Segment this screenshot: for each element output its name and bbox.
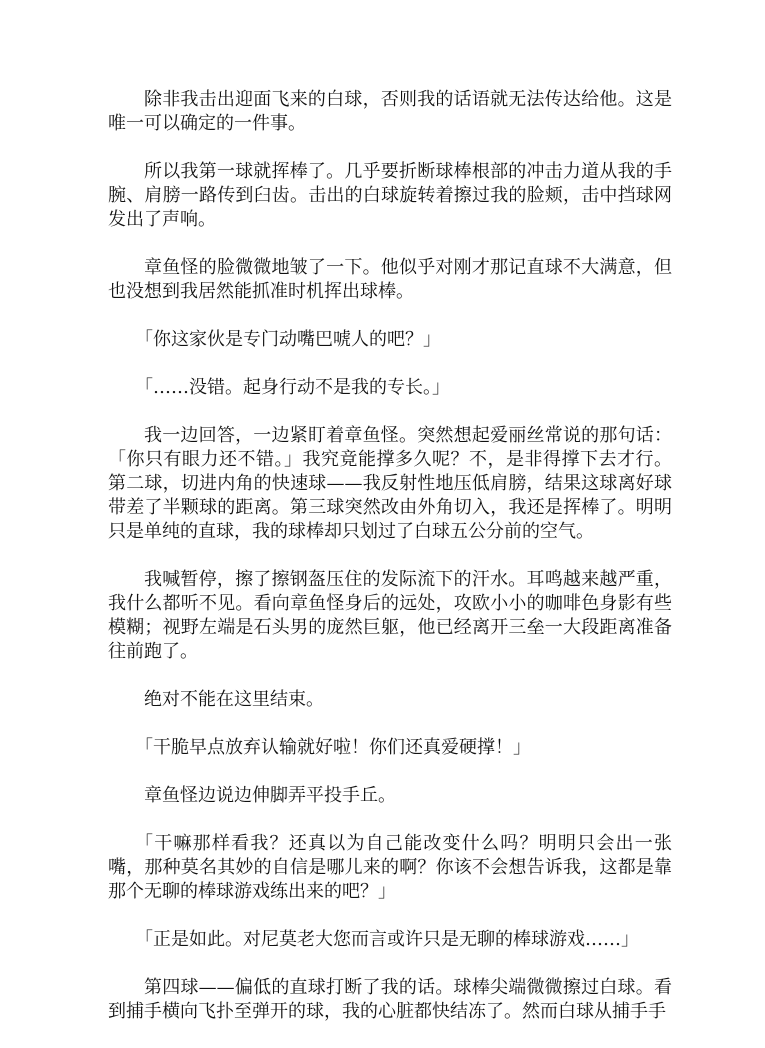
paragraph: 我喊暂停，擦了擦钢盔压住的发际流下的汗水。耳鸣越来越严重，我什么都听不见。看向章鱼怪身后的远处，攻欧小小的咖啡色身影有些模糊；视野左端是石头男的庞然巨躯，他已经离开三垒一大段距离准备往前跑了。 — [108, 569, 672, 662]
paragraph: 所以我第一球就挥棒了。几乎要折断球棒根部的冲击力道从我的手腕、肩膀一路传到臼齿。击出的白球旋转着擦过我的脸颊，击中挡球网发出了声响。 — [108, 161, 672, 230]
dialog-line: 「你这家伙是专门动嘴巴唬人的吧？」 — [135, 329, 441, 350]
paragraph: 章鱼怪的脸微微地皱了一下。他似乎对刚才那记直球不大满意，但也没想到我居然能抓准时机挥出球棒。 — [108, 257, 672, 302]
paragraph: 除非我击出迎面飞来的白球，否则我的话语就无法传达给他。这是唯一可以确定的一件事。 — [108, 89, 672, 134]
dialog-line: 「……没错。起身行动不是我的专长。」 — [135, 377, 450, 398]
dialog-line: 「干脆早点放弃认输就好啦！你们还真爱硬撑！」 — [135, 737, 531, 758]
paragraph: 第四球——偏低的直球打断了我的话。球棒尖端微微擦过白球。看到捕手横向飞扑至弹开的球，我的心脏都快结冻了。然而白球从捕手手 — [108, 977, 672, 1022]
document-page — [108, 88, 672, 1048]
paragraph: 绝对不能在这里结束。 — [144, 689, 324, 710]
dialog-line: 「正是如此。对尼莫老大您而言或许只是无聊的棒球游戏……」 — [135, 929, 639, 950]
paragraph: 章鱼怪边说边伸脚弄平投手丘。 — [144, 785, 396, 806]
dialog-line: 「干嘛那样看我？还真以为自己能改变什么吗？明明只会出一张嘴，那种莫名其妙的自信是哪儿来的啊？你该不会想告诉我，这都是靠那个无聊的棒球游戏练出来的吧？」 — [108, 833, 672, 902]
paragraph: 我一边回答，一边紧盯着章鱼怪。突然想起爱丽丝常说的那句话：「你只有眼力还不错。」我究竟能撑多久呢？不，是非得撑下去才行。第二球，切进内角的快速球——我反射性地压低肩膀，结果这球离好球带差了半颗球的距离。第三球突然改由外角切入，我还是挥棒了。明明只是单纯的直球，我的球棒却只划过了白球五公分前的空气。 — [108, 425, 672, 542]
